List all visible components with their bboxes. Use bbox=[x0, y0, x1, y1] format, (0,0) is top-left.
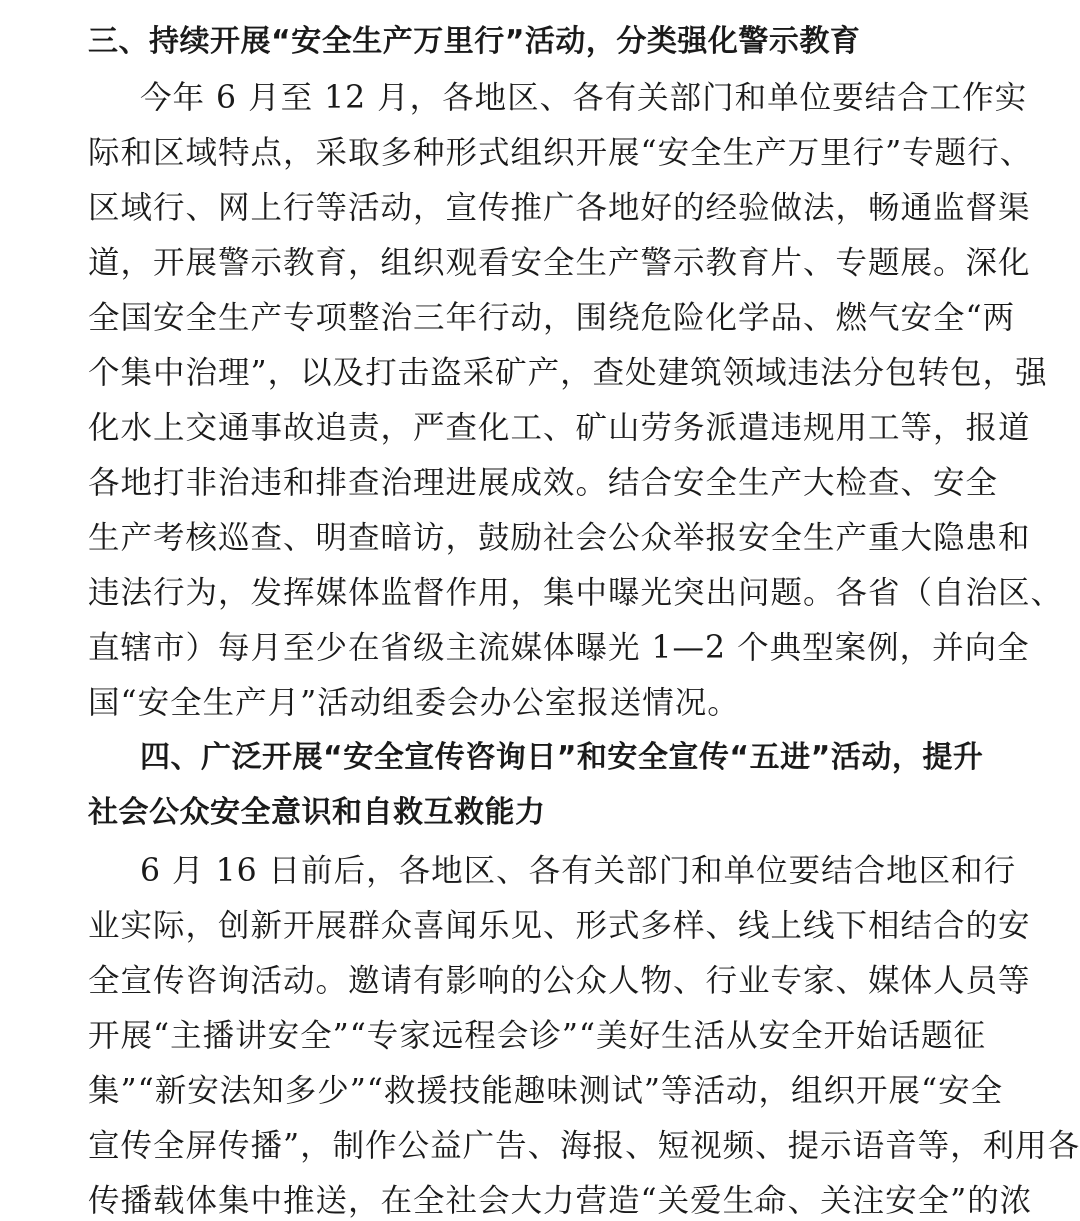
section-4-line-6: 宣传全屏传播”，制作公益广告、海报、短视频、提示语音等，利用各 bbox=[88, 1128, 1080, 1164]
section-4-line-4: 开展“主播讲安全”“专家远程会诊”“美好生活从安全开始话题征 bbox=[88, 1018, 987, 1054]
section-3-line-7: 化水上交通事故追责，严查化工、矿山劳务派遣违规用工等，报道 bbox=[88, 410, 1031, 446]
section-3-line-1: 今年 6 月至 12 月，各地区、各有关部门和单位要结合工作实 bbox=[140, 80, 1028, 116]
page-number-mark bbox=[754, 1206, 768, 1218]
section-3-line-3: 区域行、网上行等活动，宣传推广各地好的经验做法，畅通监督渠 bbox=[88, 190, 1031, 226]
section-4-line-2: 业实际，创新开展群众喜闻乐见、形式多样、线上线下相结合的安 bbox=[88, 908, 1031, 944]
section-3-line-10: 违法行为，发挥媒体监督作用，集中曝光突出问题。各省（自治区、 bbox=[88, 575, 1064, 611]
section-4-heading-line-2: 社会公众安全意识和自救互救能力 bbox=[88, 795, 546, 830]
section-3-line-2: 际和区域特点，采取多种形式组织开展“安全生产万里行”专题行、 bbox=[88, 135, 1033, 171]
section-4-line-1: 6 月 16 日前后，各地区、各有关部门和单位要结合地区和行 bbox=[140, 853, 1017, 889]
section-3-line-8: 各地打非治违和排查治理进展成效。结合安全生产大检查、安全 bbox=[88, 465, 999, 501]
section-3-line-9: 生产考核巡查、明查暗访，鼓励社会公众举报安全生产重大隐患和 bbox=[88, 520, 1031, 556]
section-3-line-11: 直辖市）每月至少在省级主流媒体曝光 1—2 个典型案例，并向全 bbox=[88, 630, 1030, 666]
section-4-line-7: 传播载体集中推送，在全社会大力营造“关爱生命、关注安全”的浓 bbox=[88, 1183, 1033, 1219]
section-3-line-12: 国“安全生产月”活动组委会办公室报送情况。 bbox=[88, 685, 740, 721]
section-4-line-3: 全宣传咨询活动。邀请有影响的公众人物、行业专家、媒体人员等 bbox=[88, 963, 1031, 999]
section-4-line-5: 集”“新安法知多少”“救援技能趣味测试”等活动，组织开展“安全 bbox=[88, 1073, 1004, 1109]
section-3-line-4: 道，开展警示教育，组织观看安全生产警示教育片、专题展。深化 bbox=[88, 245, 1031, 281]
section-3-line-5: 全国安全生产专项整治三年行动，围绕危险化学品、燃气安全“两 bbox=[88, 300, 1016, 336]
section-3-line-6: 个集中治理”，以及打击盗采矿产，查处建筑领域违法分包转包，强 bbox=[88, 355, 1048, 391]
section-3-heading: 三、持续开展“安全生产万里行”活动，分类强化警示教育 bbox=[88, 24, 861, 59]
section-4-heading-line-1: 四、广泛开展“安全宣传咨询日”和安全宣传“五进”活动，提升 bbox=[140, 740, 984, 775]
